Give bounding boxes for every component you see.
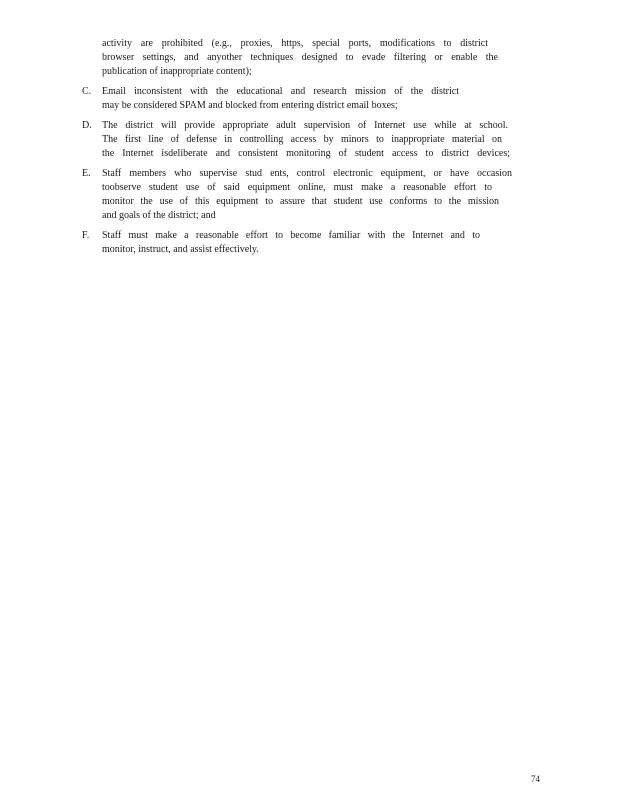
- list-item-lines: [102, 229, 514, 257]
- list-item-lines: [102, 85, 514, 113]
- continuation-lines: [102, 37, 514, 79]
- list-marker: E.: [82, 168, 91, 179]
- paragraph-line: Staff must make a reasonable effort to become familiar with the Internet and to: [102, 230, 480, 241]
- paragraph-line: monitor, instruct, and assist effectively.: [102, 244, 259, 255]
- paragraph-line: monitor the use of this equipment to assure that student use conforms to the mission: [102, 196, 499, 207]
- list-marker: C.: [82, 86, 92, 97]
- list-item-lines: [102, 119, 514, 161]
- list-marker: D.: [82, 120, 92, 131]
- paragraph-line: toobserve student use of said equipment online, must make a reasonable effort to: [102, 182, 492, 193]
- list-marker: F.: [82, 230, 90, 241]
- paragraph-line: The district will provide appropriate adult supervision of Internet use while at school.: [102, 120, 508, 131]
- paragraph-line: The first line of defense in controlling access by minors to inappropriate material on: [102, 134, 502, 145]
- page-number: 74: [531, 774, 540, 784]
- paragraph-line: may be considered SPAM and blocked from entering district email boxes;: [102, 100, 398, 111]
- paragraph-line: browser settings, and anyother techniques designed to evade filtering or enable the: [102, 52, 498, 63]
- paragraph-line: the Internet isdeliberate and consistent monitoring of student access to district devices;: [102, 148, 510, 159]
- paragraph-line: Email inconsistent with the educational and research mission of the district: [102, 86, 459, 97]
- paragraph-line: publication of inappropriate content);: [102, 66, 252, 77]
- list-item-lines: [102, 167, 514, 223]
- paragraph-line: Staff members who supervise stud ents, control electronic equipment, or have occasion: [102, 168, 512, 179]
- paragraph-line: and goals of the district; and: [102, 210, 216, 221]
- paragraph-line: activity are prohibited (e.g., proxies, https, special ports, modifications to district: [102, 38, 488, 49]
